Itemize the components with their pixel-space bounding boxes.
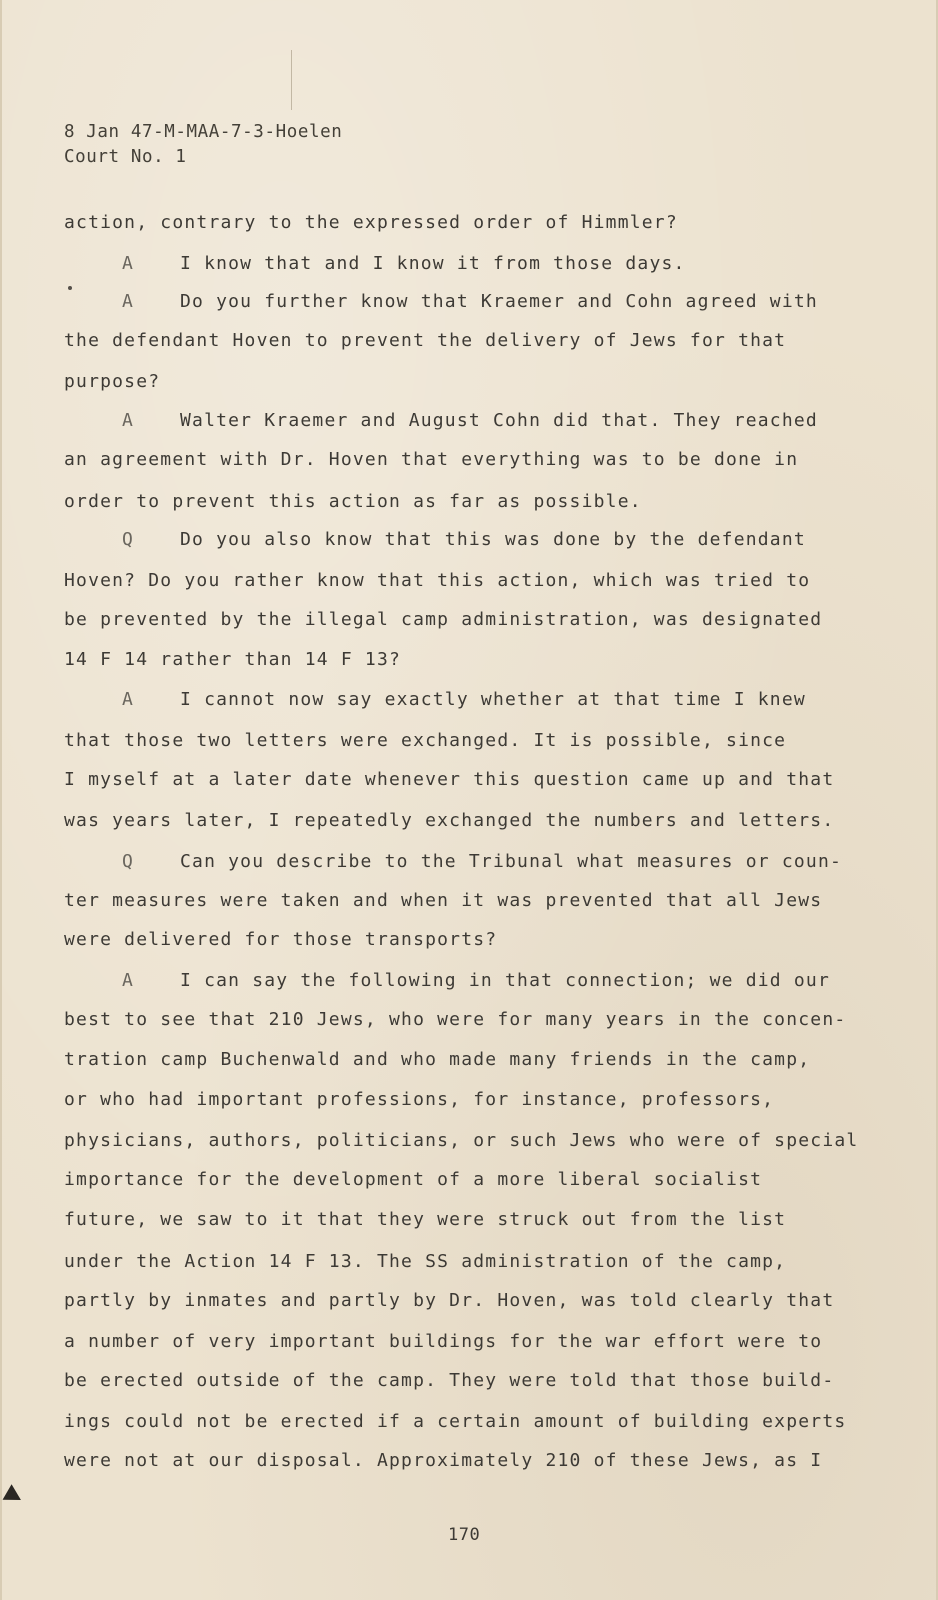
line-text: best to see that 210 Jews, who were for many years in the concen- xyxy=(64,1009,847,1030)
transcript-line xyxy=(122,253,686,274)
line-text: Do you also know that this was done by the defendant xyxy=(180,529,806,550)
transcript-line xyxy=(64,1370,834,1391)
line-text: importance for the development of a more liberal socialist xyxy=(64,1169,763,1190)
line-text: or who had important professions, for instance, professors, xyxy=(64,1089,775,1110)
transcript-line xyxy=(122,291,818,312)
document-header xyxy=(64,120,342,170)
line-text: tration camp Buchenwald and who made many friends in the camp, xyxy=(64,1049,811,1070)
line-text: under the Action 14 F 13. The SS administration of the camp, xyxy=(64,1251,787,1272)
line-text: were delivered for those transports? xyxy=(64,929,498,950)
transcript-line xyxy=(64,1130,858,1151)
header-court-line: Court No. 1 xyxy=(64,147,187,167)
line-text: Do you further know that Kraemer and Cohn agreed with xyxy=(180,291,818,312)
transcript-line xyxy=(64,1209,786,1230)
speaker-marker: Q xyxy=(122,851,135,872)
transcript-line xyxy=(64,491,642,512)
line-text: 14 F 14 rather than 14 F 13? xyxy=(64,649,402,670)
line-text: be prevented by the illegal camp administration, was designated xyxy=(64,609,823,630)
transcript-line xyxy=(122,689,806,710)
line-text: I cannot now say exactly whether at that time I knew xyxy=(180,689,806,710)
transcript-line xyxy=(64,570,810,591)
line-text: were not at our disposal. Approximately 210 of these Jews, as I xyxy=(64,1450,823,1471)
transcript-line xyxy=(122,410,818,431)
line-text: I myself at a later date whenever this question came up and that xyxy=(64,769,835,790)
speaker-marker: A xyxy=(122,689,135,710)
transcript-line xyxy=(64,929,497,950)
transcript-line xyxy=(64,1169,762,1190)
line-text: Walter Kraemer and August Cohn did that. They reached xyxy=(180,410,818,431)
line-text: was years later, I repeatedly exchanged the numbers and letters. xyxy=(64,810,835,831)
line-text: I know that and I know it from those days. xyxy=(180,253,686,274)
transcript-line xyxy=(64,1049,810,1070)
transcript-line xyxy=(64,1009,846,1030)
page-number: 170 xyxy=(448,1525,481,1545)
transcript-line xyxy=(122,529,806,550)
transcript-line xyxy=(64,1290,834,1311)
line-text: that those two letters were exchanged. It is possible, since xyxy=(64,730,787,751)
transcript-line xyxy=(64,449,798,470)
speaker-marker: A xyxy=(122,970,135,991)
paper-crease xyxy=(291,50,292,110)
line-text: a number of very important buildings for the war effort were to xyxy=(64,1331,823,1352)
transcript-line xyxy=(64,330,786,351)
line-text: purpose? xyxy=(64,371,161,392)
transcript-line xyxy=(64,890,822,911)
header-session-line: 8 Jan 47-M-MAA-7-3-Hoelen xyxy=(64,122,343,142)
line-text: Hoven? Do you rather know that this action, which was tried to xyxy=(64,570,811,591)
line-text: an agreement with Dr. Hoven that everything was to be done in xyxy=(64,449,799,470)
transcript-line xyxy=(64,769,834,790)
speaker-marker: A xyxy=(122,410,135,431)
transcript-line xyxy=(64,1450,822,1471)
margin-arrow-icon xyxy=(3,1484,26,1508)
transcript-line xyxy=(64,1251,786,1272)
transcript-line xyxy=(64,1089,774,1110)
ink-dot xyxy=(68,286,72,290)
line-text: physicians, authors, politicians, or such Jews who were of special xyxy=(64,1130,859,1151)
line-text: ter measures were taken and when it was prevented that all Jews xyxy=(64,890,823,911)
line-text: action, contrary to the expressed order of Himmler? xyxy=(64,212,678,233)
line-text: I can say the following in that connection; we did our xyxy=(180,970,830,991)
line-text: Can you describe to the Tribunal what measures or coun- xyxy=(180,851,843,872)
speaker-marker: Q xyxy=(122,529,135,550)
transcript-line xyxy=(64,730,786,751)
line-text: partly by inmates and partly by Dr. Hoven, was told clearly that xyxy=(64,1290,835,1311)
transcript-line xyxy=(64,609,822,630)
speaker-marker: A xyxy=(122,291,135,312)
line-text: the defendant Hoven to prevent the delivery of Jews for that xyxy=(64,330,787,351)
transcript-line xyxy=(64,1411,846,1432)
speaker-marker: A xyxy=(122,253,135,274)
transcript-line xyxy=(64,212,678,233)
line-text: future, we saw to it that they were struck out from the list xyxy=(64,1209,787,1230)
line-text: order to prevent this action as far as possible. xyxy=(64,491,642,512)
transcript-line xyxy=(122,851,842,872)
transcript-line xyxy=(64,371,160,392)
line-text: be erected outside of the camp. They were told that those build- xyxy=(64,1370,835,1391)
line-text: ings could not be erected if a certain amount of building experts xyxy=(64,1411,847,1432)
transcript-line xyxy=(64,1331,822,1352)
transcript-line xyxy=(64,649,401,670)
transcript-line xyxy=(122,970,830,991)
transcript-line xyxy=(64,810,834,831)
